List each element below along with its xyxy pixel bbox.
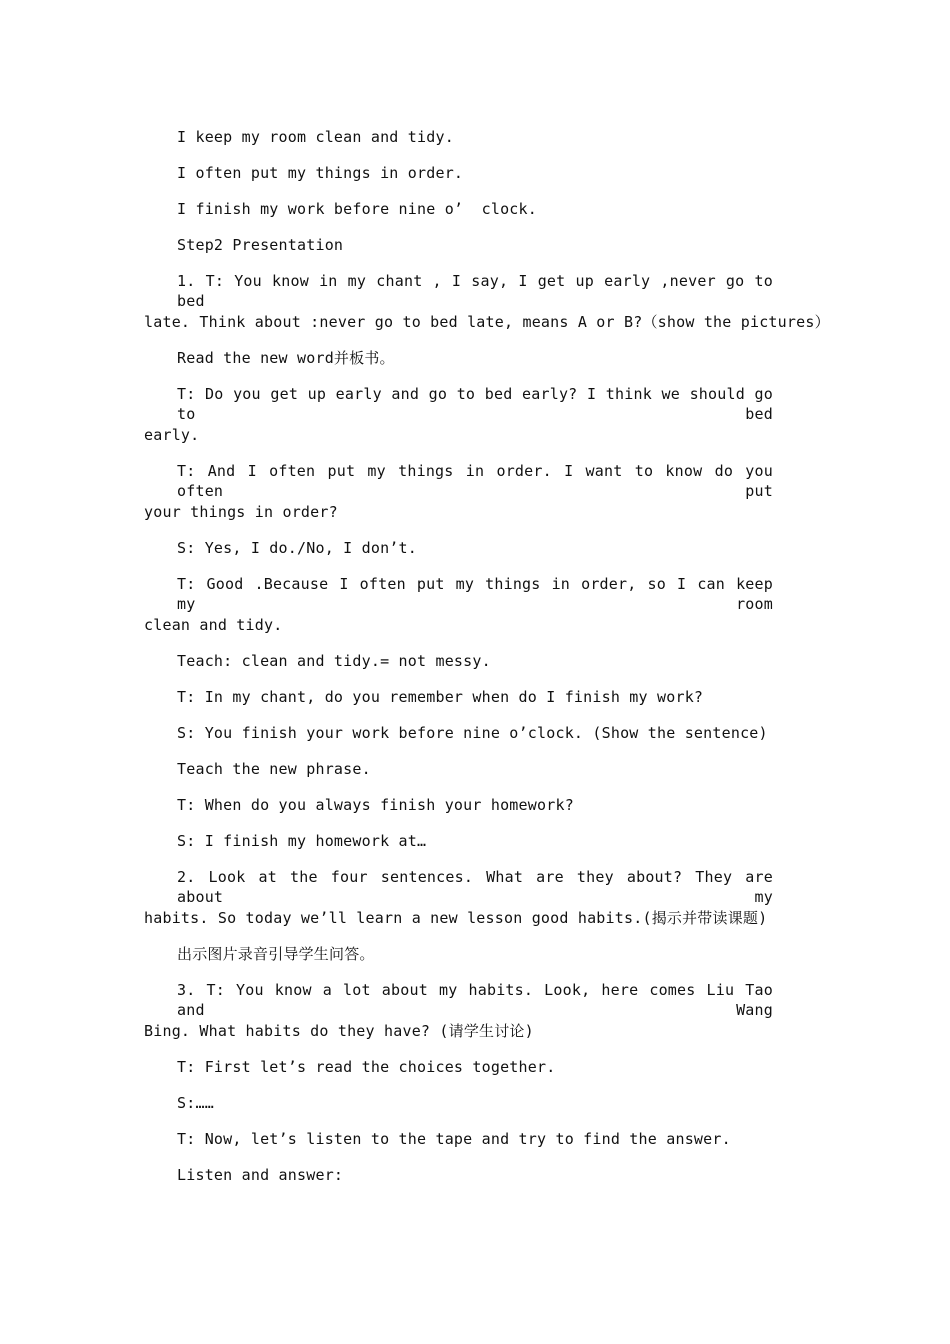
text-line: early. [144, 426, 200, 444]
text-line: 3. T: You know a lot about my habits. Look, here comes Liu Tao and Wang [177, 981, 773, 1019]
text-line: I keep my room clean and tidy. [177, 128, 454, 146]
text-line: S: I finish my homework at… [177, 832, 427, 850]
text-line: S: You finish your work before nine o’clock. (Show the sentence) [177, 724, 768, 742]
text-line: habits. So today we’ll learn a new lesson good habits.(揭示并带读课题) [144, 909, 768, 927]
text-line: I finish my work before nine o’ clock. [177, 200, 537, 218]
text-line: Listen and answer: [177, 1166, 344, 1184]
text-line: Bing. What habits do they have? (请学生讨论) [144, 1022, 534, 1040]
text-line: Teach the new phrase. [177, 760, 371, 778]
text-line: 1. T: You know in my chant , I say, I get up early ,never go to bed [177, 272, 773, 310]
text-line: T: Now, let’s listen to the tape and try to find the answer. [177, 1130, 731, 1148]
section-heading: Step2 Presentation [177, 236, 344, 254]
text-line: late. Think about :never go to bed late, means A or B?（show the pictures） [144, 313, 830, 331]
text-line: T: Do you get up early and go to bed early? I think we should go to bed [177, 385, 773, 423]
text-line: S:…… [177, 1094, 214, 1112]
text-line: your things in order? [144, 503, 338, 521]
text-line: 2. Look at the four sentences. What are they about? They are about my [177, 868, 773, 906]
text-line: T: And I often put my things in order. I want to know do you often put [177, 462, 773, 500]
text-line: Teach: clean and tidy.= not messy. [177, 652, 491, 670]
text-line: T: In my chant, do you remember when do I finish my work? [177, 688, 704, 706]
text-line: Read the new word并板书。 [177, 349, 395, 367]
text-line: T: When do you always finish your homework? [177, 796, 574, 814]
text-line: S: Yes, I do./No, I don’t. [177, 539, 417, 557]
text-line: I often put my things in order. [177, 164, 464, 182]
text-line: 出示图片录音引导学生问答。 [177, 945, 375, 963]
text-line: clean and tidy. [144, 616, 283, 634]
text-line: T: First let’s read the choices together. [177, 1058, 556, 1076]
text-line: T: Good .Because I often put my things in order, so I can keep my room [177, 575, 773, 613]
